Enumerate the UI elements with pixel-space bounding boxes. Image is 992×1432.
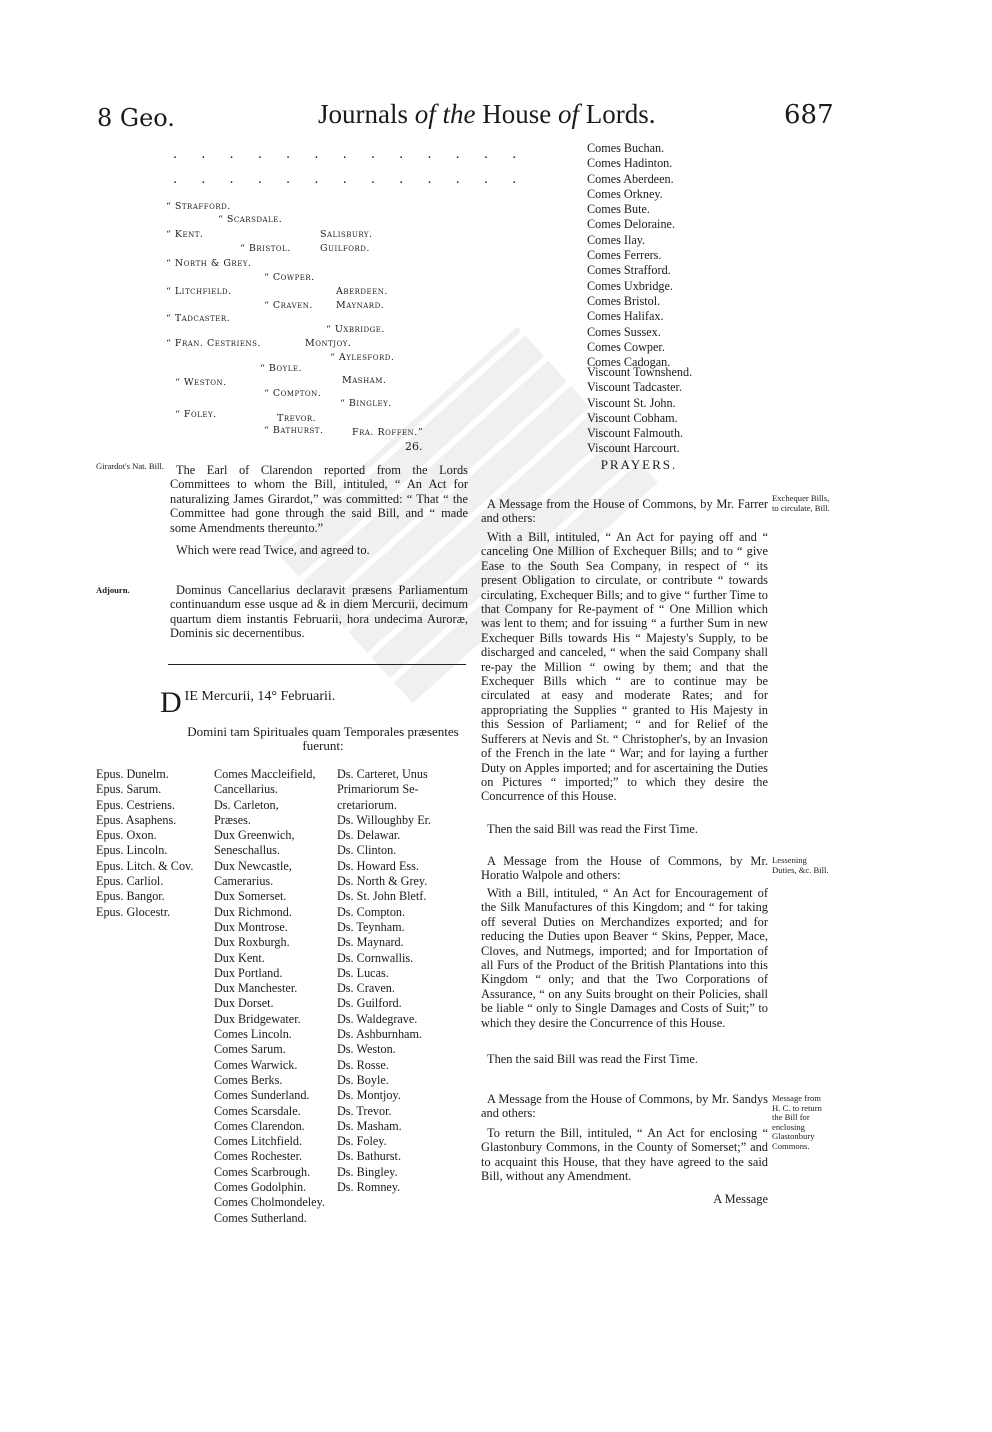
paragraph: A Message from the House of Commons, by Mr. Horatio Walpole and others: (481, 854, 768, 883)
lord-entry: Viscount Cobham. (587, 410, 678, 425)
signer: Maynard. (336, 300, 385, 311)
day-title: IE Mercurii, 14° Februarii. (184, 689, 336, 704)
attendance-line: Domini tam Spirituales quam Temporales præsentes (187, 724, 459, 739)
lord-entry: Ds. Delawar. (337, 828, 401, 843)
lord-entry: Primariorum Se- (337, 782, 419, 797)
lord-entry: Dux Bridgewater. (214, 1011, 301, 1026)
lord-entry: Epus. Sarum. (96, 782, 162, 797)
drop-capital: D (160, 686, 182, 719)
title-word: Journals (318, 99, 408, 129)
lord-entry: Comes Hadinton. (587, 156, 673, 171)
lord-entry: Epus. Dunelm. (96, 767, 169, 781)
lord-entry: Ds. Weston. (337, 1042, 396, 1057)
attendance-line: fuerunt: (302, 738, 344, 754)
paragraph: To return the Bill, intituled, “ An Act for enclosing “ Glastonbury Commons, in the County of Somerset;” and to acquaint this House, that they have agreed to the said Bill, without any Amendment. (481, 1126, 768, 1184)
lord-entry: Ds. Howard Ess. (337, 858, 419, 873)
lord-entry: Comes Godolphin. (214, 1180, 307, 1195)
signer: Trevor. (277, 413, 317, 424)
running-head-title (318, 99, 656, 130)
lord-entry: Dux Montrose. (214, 919, 288, 934)
lord-entry: Ds. Willoughby Er. (337, 812, 432, 827)
lord-entry: Ds. Boyle. (337, 1072, 389, 1087)
signer: Guilford. (320, 243, 370, 254)
section-rule (168, 664, 466, 665)
lord-entry: Dux Greenwich, (214, 828, 295, 843)
lords-column-earls-right (587, 141, 767, 370)
lord-entry: Comes Scarbrough. (214, 1164, 311, 1179)
lord-entry: Camerarius. (214, 874, 274, 889)
lord-entry: Dux Manchester. (214, 981, 298, 996)
lord-entry: Comes Deloraine. (587, 217, 675, 232)
signer: Salisbury. (320, 229, 373, 240)
lord-entry: Ds. Teynham. (337, 919, 405, 934)
lord-entry: Ds. Maynard. (337, 935, 404, 950)
lord-entry: Comes Bute. (587, 202, 650, 217)
lord-entry: Epus. Litch. & Cov. (96, 858, 194, 873)
lord-entry: Comes Uxbridge. (587, 278, 673, 293)
signer: “ Aylesford. (330, 352, 395, 363)
lord-entry: Ds. Rosse. (337, 1057, 389, 1072)
lord-entry: Comes Sarum. (214, 1042, 286, 1057)
lord-entry: Ds. Ashburnham. (337, 1027, 422, 1042)
lord-entry: Ds. Foley. (337, 1134, 387, 1149)
signer: “ Tadcaster. (166, 313, 231, 324)
lord-entry: Dux Newcastle, (214, 858, 292, 873)
lord-entry: Comes Berks. (214, 1072, 283, 1087)
title-word: of (414, 99, 436, 129)
signer: Fra. Roffen.” (352, 427, 424, 438)
lord-entry: Comes Sussex. (587, 324, 661, 339)
lord-entry: Viscount Tadcaster. (587, 380, 682, 395)
lord-entry: Seneschallus. (214, 843, 281, 858)
signer: “ Craven. (264, 300, 313, 311)
paragraph: Then the said Bill was read the First Time. (487, 822, 698, 836)
attendance-heading (178, 725, 468, 754)
signer: Montjoy. (305, 338, 352, 349)
lord-entry: Comes Maccleifield, (214, 767, 316, 781)
lords-column-barons (337, 767, 469, 1195)
lords-column-viscounts (587, 365, 767, 457)
lord-entry: Dux Somerset. (214, 889, 287, 904)
day-heading (160, 686, 470, 719)
lord-entry: Viscount Harcourt. (587, 441, 680, 456)
lord-entry: Ds. Masham. (337, 1118, 402, 1133)
title-word: Lords. (585, 99, 656, 129)
lord-entry: Comes Strafford. (587, 263, 671, 278)
lord-entry: Comes Aberdeen. (587, 171, 674, 186)
lord-entry: Ds. Montjoy. (337, 1088, 401, 1103)
lords-column-bishops (96, 767, 208, 920)
lord-entry: Comes Sutherland. (214, 1210, 307, 1225)
margin-note: Girardot's Nat. Bill. (96, 461, 164, 471)
lord-entry: Ds. Bathurst. (337, 1149, 401, 1164)
signer: “ Foley. (175, 409, 217, 420)
lord-entry: Comes Clarendon. (214, 1118, 305, 1133)
lord-entry: Dux Portland. (214, 965, 283, 980)
lord-entry: Ds. Guilford. (337, 996, 402, 1011)
lord-entry: Ds. Cornwallis. (337, 950, 414, 965)
signer: “ Compton. (264, 388, 322, 399)
signer: Aberdeen. (336, 286, 388, 297)
paragraph: Which were read Twice, and agreed to. (176, 543, 370, 557)
paragraph: With a Bill, intituled, “ An Act for Encouragement of the Silk Manufactures of this Kingdom; and “ for taking off several Duties on Merchandizes exported; and for reducing the Duties upon Beaver “ Skins, Pepper, Mace, Cloves, and Nutmegs, imported; and for Importation of all Furs of the Product of the British Plantations into this Kingdom “ only; and that the Two Corporations of Assurance, “ on any Suits brought on their Policies, shall be liable “ only to Single Damages and Costs of Suit;” to which they desire the Concurrence of this House. (481, 886, 768, 1030)
lord-entry: Comes Orkney. (587, 186, 663, 201)
signer: “ Bristol. (240, 243, 291, 254)
lord-entry: Epus. Carliol. (96, 874, 164, 889)
margin-note: Message from H. C. to return the Bill for enclosing Glastonbury Commons. (772, 1093, 822, 1151)
lord-entry: Comes Ilay. (587, 232, 646, 247)
lord-entry: Ds. Trevor. (337, 1103, 392, 1118)
paragraph: Dominus Cancellarius declaravit præsens Parliamentum continuandum esse usque ad & in diem Mercurii, decimum quartum diem instantis Februarii, hora undecima Auroræ, Dominis sic decernentibus. (170, 583, 468, 641)
lord-entry: Ds. Waldegrave. (337, 1011, 418, 1026)
lord-entry: Ds. Carleton, (214, 797, 279, 812)
page-number: 687 (784, 100, 834, 130)
lord-entry: Ds. Carteret, Unus (337, 767, 428, 781)
lord-entry: Comes Litchfield. (214, 1134, 303, 1149)
lord-entry: Comes Warwick. (214, 1057, 298, 1072)
signer: “ Kent. (166, 229, 204, 240)
lord-entry: Comes Rochester. (214, 1149, 303, 1164)
signer: “ Bingley. (340, 398, 392, 409)
signer: “ Bathurst. (264, 425, 324, 436)
lord-entry: Dux Kent. (214, 950, 265, 965)
paragraph: Then the said Bill was read the First Time. (487, 1052, 698, 1066)
margin-note: Lessening Duties, &c. Bill. (772, 855, 829, 875)
lord-entry: Comes Lincoln. (214, 1027, 292, 1042)
title-word: of (558, 99, 580, 129)
signer: “ Uxbridge. (326, 324, 385, 335)
lord-entry: Comes Scarsdale. (214, 1103, 301, 1118)
lord-entry: Comes Buchan. (587, 141, 665, 155)
lord-entry: Comes Cadogan. (587, 355, 671, 370)
lord-entry: Comes Bristol. (587, 293, 661, 308)
lord-entry: Epus. Bangor. (96, 889, 165, 904)
catchword: A Message (713, 1192, 768, 1206)
ellipsis-row: . . . . . . . . . . . . . (173, 147, 527, 162)
paragraph: The Earl of Clarendon reported from the Lords Committees to whom the Bill, intituled, “ An Act for naturalizing James Girardot,” was committed: “ That “ the Committee had gone through the said Bill, and “ made some Amendments thereunto.” (170, 463, 468, 535)
lord-entry: Comes Ferrers. (587, 248, 662, 263)
lord-entry: Comes Cholmondeley. (214, 1195, 325, 1210)
lord-entry: Epus. Oxon. (96, 828, 157, 843)
title-word: House (482, 99, 552, 129)
lord-entry: cretariorum. (337, 797, 397, 812)
lord-entry: Viscount Falmouth. (587, 426, 684, 441)
lord-entry: Dux Dorset. (214, 996, 274, 1011)
lord-entry: Ds. North & Grey. (337, 874, 428, 889)
lord-entry: Præses. (214, 812, 251, 827)
signer: “ Weston. (175, 377, 227, 388)
signer: “ Fran. Cestriens. (166, 338, 261, 349)
margin-note: Adjourn. (96, 585, 130, 595)
paragraph: With a Bill, intituled, “ An Act for paying off and “ canceling One Million of Exchequer Bills; and to “ give Ease to the South Sea Company, in respect of “ its present Obligation to circulate, or contribute “ towards circulating, Exchequer Bills; and to give “ further Time to that Company for Re-payment of “ One Million which was lent to them; and for issuing “ a further Sum in new Exchequer Bills towards His “ Majesty's Supply, to be discharged and canceled, “ when the said Company shall re-pay the Million “ owing by them; and that the Exchequer Bills which “ are to continue may be circulated at easy and moderate Rates; and for appropriating the Supplies “ granted to His Majesty in this Session of Parliament; “ and for Relief of the Sufferers at Nevis and St. “ Christopher's, by an Invasion of the French in the late “ War; and for laying a further Duty on Apples imported; and for ascertaining the Duties on Pictures “ imported;” to which they desire the Concurrence of this House. (481, 530, 768, 804)
signer: “ Cowper. (264, 272, 315, 283)
signer: “ Boyle. (260, 363, 302, 374)
signer: “ Strafford. (166, 201, 231, 212)
page-mark: 26. (405, 440, 423, 453)
signer: “ North & Grey. (166, 258, 252, 269)
lord-entry: Epus. Lincoln. (96, 843, 168, 858)
lord-entry: Ds. Romney. (337, 1180, 401, 1195)
lord-entry: Comes Sunderland. (214, 1088, 310, 1103)
lord-entry: Viscount St. John. (587, 395, 676, 410)
paragraph: A Message from the House of Commons, by Mr. Farrer and others: (481, 497, 768, 526)
lord-entry: Dux Roxburgh. (214, 935, 290, 950)
lord-entry: Ds. Lucas. (337, 965, 389, 980)
lords-column-dukes-earls (214, 767, 332, 1226)
lord-entry: Cancellarius. (214, 782, 278, 797)
lord-entry: Ds. Craven. (337, 981, 395, 996)
title-word: the (442, 99, 476, 129)
lord-entry: Epus. Asaphens. (96, 812, 177, 827)
lord-entry: Dux Richmond. (214, 904, 292, 919)
lord-entry: Ds. Bingley. (337, 1164, 398, 1179)
lord-entry: Ds. Clinton. (337, 843, 397, 858)
signer: “ Scarsdale. (218, 214, 283, 225)
paragraph: A Message from the House of Commons, by Mr. Sandys and others: (481, 1092, 768, 1121)
lord-entry: Ds. St. John Bletf. (337, 889, 427, 904)
lord-entry: Viscount Townshend. (587, 365, 693, 379)
ellipsis-row: . . . . . . . . . . . . . (173, 172, 527, 187)
margin-note: Exchequer Bills, to circulate, Bill. (772, 493, 830, 513)
signer: “ Litchfield. (166, 286, 232, 297)
lord-entry: Ds. Compton. (337, 904, 406, 919)
running-head-regnal: 8 Geo. (97, 104, 175, 132)
lord-entry: Comes Cowper. (587, 339, 665, 354)
lord-entry: Epus. Cestriens. (96, 797, 175, 812)
lord-entry: Epus. Glocestr. (96, 904, 171, 919)
lord-entry: Comes Halifax. (587, 309, 664, 324)
prayers-heading: PRAYERS. (600, 457, 678, 472)
signer: Masham. (342, 375, 387, 386)
